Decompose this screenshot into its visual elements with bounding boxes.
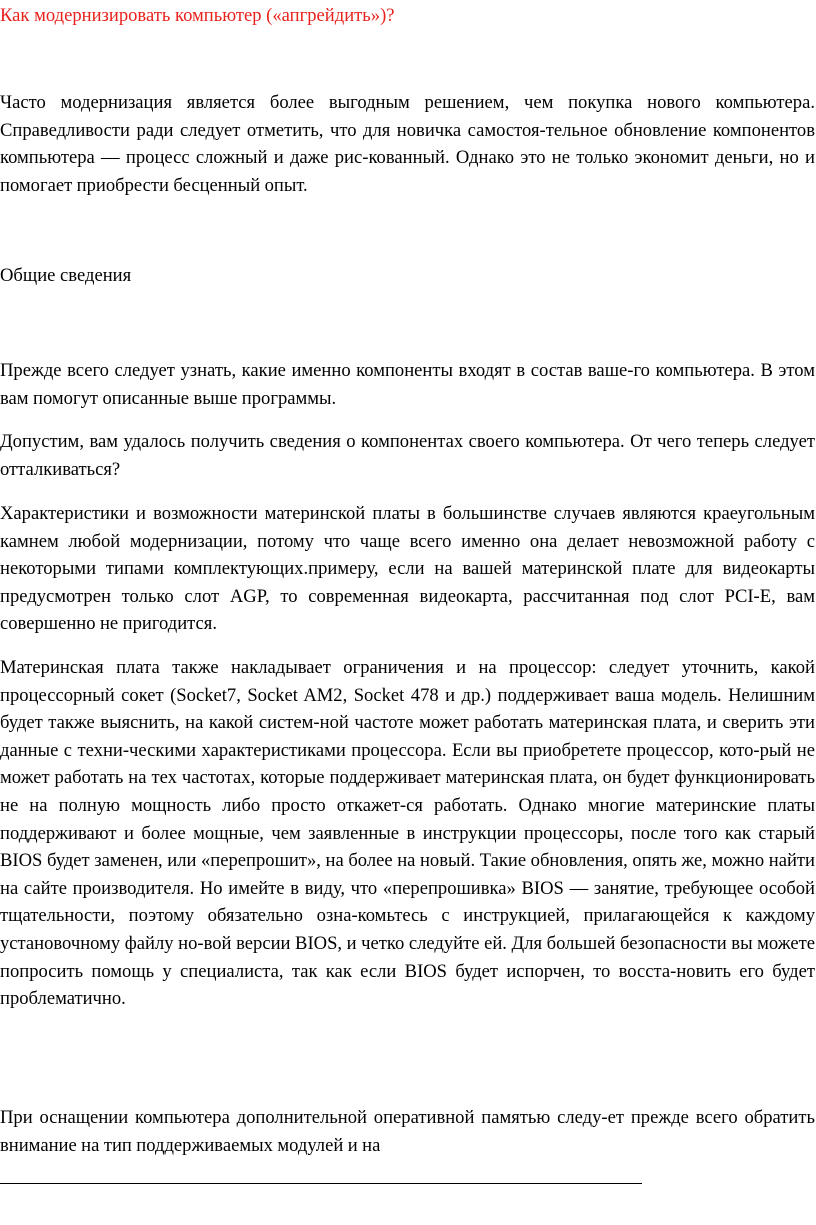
document-title: Как модернизировать компьютер («апгрейдить»)? bbox=[0, 5, 395, 26]
memory-paragraph: При оснащении компьютера дополнительной оперативной памятью следу-ет прежде всего обратить внимание на тип поддерживаемых модулей и на bbox=[0, 1107, 815, 1156]
components-paragraph: Прежде всего следует узнать, какие именно компоненты входят в состав ваше-го компьютера. В этом вам помогут описанные выше программы. bbox=[0, 360, 815, 409]
intro-paragraph: Часто модернизация является более выгодным решением, чем покупка нового компьютера. Справедливости ради следует отметить, что для новичка самостоя-тельное обновление компонентов компьютера — процесс сложный и даже рис-кованный. Однако это не только экономит деньги, но и помогает приобрести бесценный опыт. bbox=[0, 92, 815, 196]
processor-paragraph: Материнская плата также накладывает ограничения и на процессор: следует уточнить, какой процессорный сокет (Socket7, Socket AM2, Socket 478 и др.) поддерживает ваша модель. Нелишним будет также выяснить, на какой систем-ной частоте может работать материнская плата, и сверить эти данные с техни-ческими характеристиками процессора. Если вы приобретете процессор, кото-рый не может работать на тех частотах, которые поддерживает материнская плата, он будет функционировать не на полную мощность либо просто откажет-ся работать. Однако многие материнские платы поддерживают и более мощные, чем заявленные в инструкции процессоры, после того как старый BIOS будет заменен, или «перепрошит», на более на новый. Такие обновления, опять же, можно найти на сайте производителя. Но имейте в виду, что «перепрошивка» BIOS — занятие, требующее особой тщательности, поэтому обязательно озна-комьтесь с инструкцией, прилагающейся к каждому установочному файлу но-вой версии BIOS, и четко следуйте ей. Для большей безопасности вы можете попросить помощь у специалиста, так как если BIOS будет испорчен, то восста-новить его будет проблематично. bbox=[0, 657, 815, 1010]
question-paragraph: Допустим, вам удалось получить сведения о компонентах своего компьютера. От чего теперь следует отталкиваться? bbox=[0, 431, 815, 480]
section-heading: Общие сведения bbox=[0, 265, 132, 286]
footer-divider bbox=[0, 1183, 642, 1184]
motherboard-paragraph: Характеристики и возможности материнской платы в большинстве случаев являются краеугольным камнем любой модернизации, потому что чаще всего именно она делает невозможной работу с некоторыми типами комплектующих.примеру, если на вашей материнской плате для видеокарты предусмотрен только слот AGP, то современная видеокарта, рассчитанная под слот PCI-E, вам совершенно не пригодится. bbox=[0, 503, 815, 635]
